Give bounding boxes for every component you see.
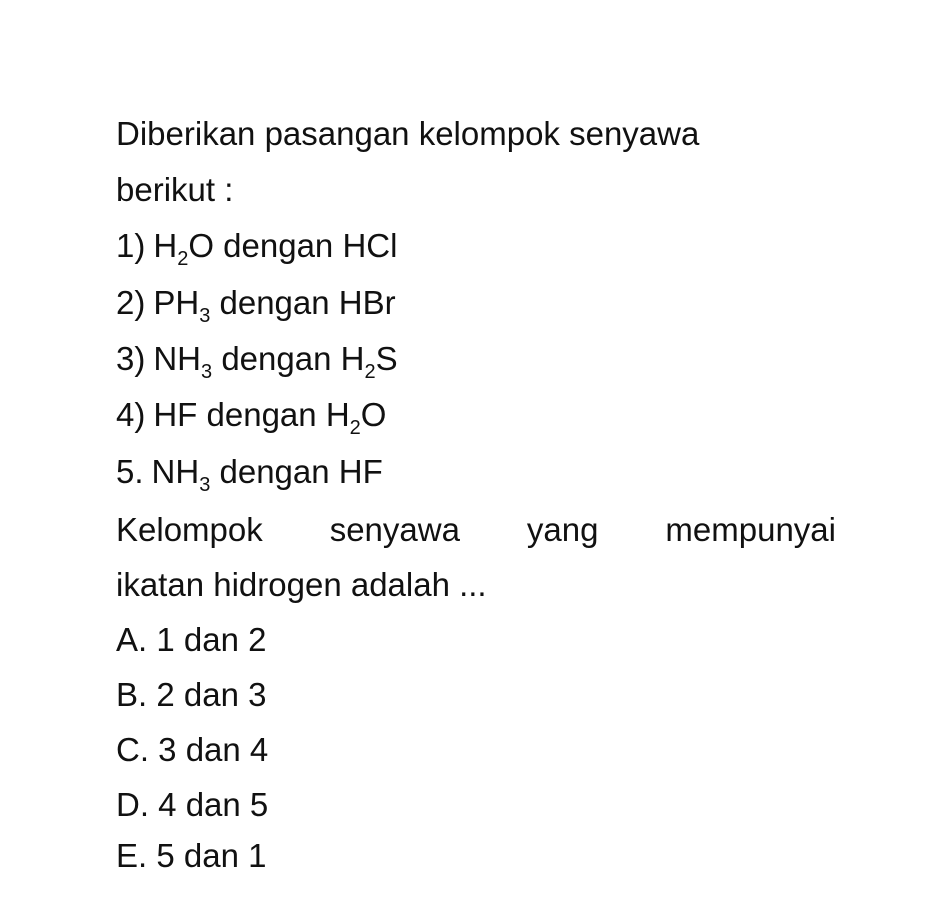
prompt-line-2: ikatan hidrogen adalah ... (116, 566, 487, 603)
option-text: 4 dan 5 (158, 786, 269, 823)
pair-item-number: 2) (116, 284, 146, 321)
pair-item-number: 4) (116, 396, 146, 433)
option-letter: E. (116, 837, 148, 868)
pair-item-number: 3) (116, 340, 146, 377)
pair-item-number: 1) (116, 227, 146, 264)
pair-item-number: 5. (116, 453, 144, 490)
option-e-clip (116, 836, 416, 868)
option-text: 2 dan 3 (156, 676, 267, 713)
option-letter: D. (116, 786, 149, 823)
option-letter: B. (116, 676, 148, 713)
option-b[interactable] (116, 675, 266, 715)
pair-item-2: 2) $PH_3$ dengan HBr (116, 284, 396, 327)
option-c[interactable] (116, 730, 268, 770)
pair-item-5: 5. $NH_3$ dengan HF (116, 453, 383, 496)
option-text: 5 dan 1 (156, 837, 267, 868)
option-text: 3 dan 4 (158, 731, 269, 768)
intro-line-1: Diberikan pasangan kelompok senyawa (116, 115, 700, 152)
option-e[interactable] (116, 836, 266, 868)
option-d[interactable] (116, 785, 268, 825)
prompt-line-1: Kelompok senyawa yang mempunyai (116, 511, 836, 548)
pair-item-3: 3) $NH_3$ dengan $H_2S$ (116, 340, 398, 383)
intro-line-2: berikut : (116, 171, 234, 208)
option-letter: A. (116, 621, 148, 658)
option-letter: C. (116, 731, 149, 768)
pair-item-4: 4) HF dengan $H_2O$ (116, 396, 387, 439)
option-a[interactable] (116, 620, 266, 660)
pair-item-1: 1) $H_2O$ dengan HCl (116, 227, 398, 270)
option-text: 1 dan 2 (156, 621, 267, 658)
